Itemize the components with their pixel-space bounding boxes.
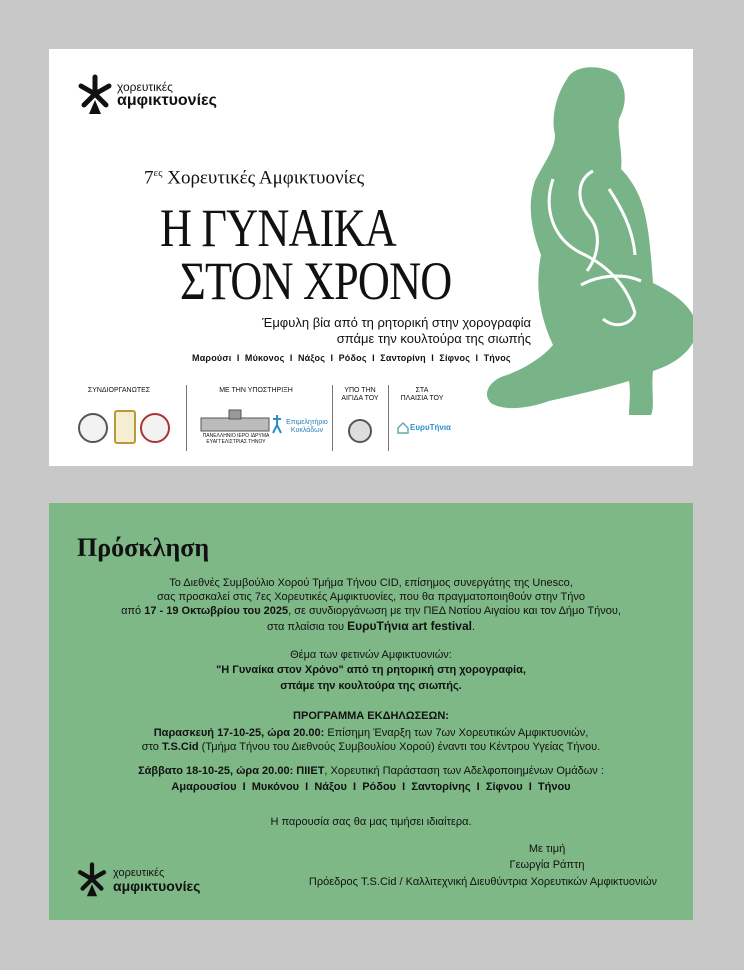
venue-name: T.S.Cid xyxy=(161,741,199,753)
organizer-seal-3 xyxy=(140,413,170,443)
friday-line-2-post: (Τμήμα Τήνου του Διεθνούς Συμβουλίου Χορού) έναντι του Κέντρου Υγείας Τήνου. xyxy=(198,741,601,753)
island-separator: I xyxy=(289,353,293,363)
dance-star-icon xyxy=(75,862,109,898)
edition-line xyxy=(144,167,364,189)
framework-house-icon xyxy=(397,422,409,434)
friday-line-2-pre: στο xyxy=(141,741,162,753)
sponsor-divider xyxy=(332,385,333,451)
theme-intro: Θέμα των φετινών Αμφικτυονιών: xyxy=(290,649,452,661)
island-separator: I xyxy=(475,353,479,363)
friday-line-2 xyxy=(49,741,693,753)
logo-text-line2: αμφικτυονίες xyxy=(113,877,201,894)
signature-name: Γεωργία Ράπτη xyxy=(509,859,585,871)
event-dates: 17 - 19 Οκτωβρίου του 2025 xyxy=(144,605,289,617)
intro-line-2: σας προσκαλεί στις 7ες Χορευτικές Αμφικτυονίες, που θα πραγματοποιηθούν στην Τήνο xyxy=(157,591,585,603)
support-org-2-line1: Επιμελητήριο xyxy=(286,419,328,426)
festival-name: ΕυρυΤήνια art festival xyxy=(347,619,472,633)
support-org-2-line2: Κυκλάδων xyxy=(290,427,324,435)
logo-text-line1: χορευτικές xyxy=(117,80,173,94)
intro-line-4-pre: στα πλαίσια του xyxy=(266,621,348,633)
intro-line-4 xyxy=(49,619,693,633)
program-title: ΠΡΟΓΡΑΜΜΑ ΕΚΔΗΛΩΣΕΩΝ: xyxy=(293,710,449,722)
organizers-label: ΣΥΝΔΙΟΡΓΑΝΩΤΕΣ xyxy=(87,387,151,394)
saturday-line-1 xyxy=(49,765,693,777)
framework-label-line1: ΣΤΑ xyxy=(415,387,429,394)
support-org-1: ΠΑΝΕΛΛΗΝΙΟ ΙΕΡΟ ΙΔΡΥΜΑ ΕΥΑΓΓΕΛΙΣΤΡΙΑΣ ΤΗΝΟΥ xyxy=(202,433,270,445)
logo-text-line2: αμφικτυονίες xyxy=(117,92,217,109)
aegis-label-line1: ΥΠΟ ΤΗΝ xyxy=(344,387,376,394)
island-item: Ρόδος xyxy=(338,353,367,363)
intro-line-3-post: , σε συνδιοργάνωση με την ΠΕΔ Νοτίου Αιγαίου και τον Δήμο Τήνου, xyxy=(288,605,621,617)
logo-text-line1: χορευτικές xyxy=(113,866,165,879)
island-separator: I xyxy=(372,353,375,363)
island-item: Νάξος xyxy=(297,353,326,363)
island-item: Μύκονος xyxy=(244,353,285,363)
saturday-text: , Χορευτική Παράσταση των Αδελφοποιημένων Ομάδων : xyxy=(324,765,604,777)
island-item: Σαντορίνη xyxy=(380,353,426,363)
organizer-seal-2 xyxy=(114,410,136,444)
seated-woman-figure xyxy=(483,59,693,415)
intro-line-3-pre: από xyxy=(121,605,145,617)
poster-logo xyxy=(77,74,217,116)
island-separator: I xyxy=(431,353,434,363)
poster-title-line2: ΣΤΟΝ ΧΡΟΝΟ xyxy=(180,251,452,311)
church-building-icon xyxy=(199,408,271,432)
framework-org: ΕυρυΤήνια xyxy=(410,423,451,432)
edition-text: Χορευτικές Αμφικτυονίες xyxy=(162,167,365,189)
theme-line-1: "Η Γυναίκα στον Χρόνο" από τη ρητορική στη χορογραφία, xyxy=(216,664,526,676)
sponsor-divider xyxy=(186,385,187,451)
presence-note: Η παρουσία σας θα μας τιμήσει ιδιαίτερα. xyxy=(270,816,472,828)
support-org-2 xyxy=(277,419,337,435)
friday-line-1 xyxy=(49,727,693,739)
islands-list xyxy=(192,353,511,363)
dance-star-icon xyxy=(77,74,113,116)
poster-subtitle-line1: Έμφυλη βία από τη ρητορική στην χορογραφία xyxy=(262,315,531,330)
invitation-card xyxy=(49,503,693,920)
framework-label xyxy=(390,387,454,403)
island-separator: I xyxy=(330,353,334,363)
framework-label-line2: ΠΛΑΙΣΙΑ ΤΟΥ xyxy=(400,395,444,403)
support-label: ΜΕ ΤΗΝ ΥΠΟΣΤΗΡΙΞΗ xyxy=(219,387,293,394)
island-item: Μαρούσι xyxy=(192,353,232,363)
invitation-title: Πρόσκληση xyxy=(77,533,210,562)
organizer-seal-1 xyxy=(78,413,108,443)
friday-text: Επίσημη Έναρξη των 7ων Χορευτικών Αμφικτυονιών, xyxy=(324,727,589,739)
edition-suffix: ες xyxy=(153,167,163,179)
theme-line-2: σπάμε την κουλτούρα της σιωπής. xyxy=(280,680,462,692)
aegis-label xyxy=(334,387,386,403)
invitation-logo xyxy=(75,862,200,898)
signature-regards: Με τιμή xyxy=(528,843,566,855)
saturday-date: Σάββατο 18-10-25, ώρα 20.00: ΠΙΙΕΤ xyxy=(138,765,325,777)
saturday-places: Αμαρουσίου I Μυκόνου I Νάξου I Ρόδου I Σαντορίνης I Σίφνου I Τήνου xyxy=(171,781,571,793)
sponsor-divider xyxy=(388,385,389,451)
friday-date: Παρασκευή 17-10-25, ώρα 20.00: xyxy=(153,727,325,739)
intro-line-1: Το Διεθνές Συμβούλιο Χορού Τμήμα Τήνου CID, επίσημος συνεργάτης της Unesco, xyxy=(169,577,573,589)
signature-title: Πρόεδρος T.S.Cid / Καλλιτεχνική Διευθύντρια Χορευτικών Αμφικτυονιών xyxy=(308,876,658,888)
edition-number: 7 xyxy=(144,167,154,189)
aegis-seal xyxy=(348,419,372,443)
intro-line-4-post: . xyxy=(471,621,476,633)
poster-subtitle-line2: σπάμε την κουλτούρα της σιωπής xyxy=(336,331,531,346)
intro-line-3 xyxy=(49,605,693,617)
poster-title-line1: Η ΓΥΝΑΙΚΑ xyxy=(160,198,396,258)
island-item: Σίφνος xyxy=(439,353,471,363)
poster-card xyxy=(49,49,693,466)
island-separator: I xyxy=(236,353,240,363)
island-item: Τήνος xyxy=(483,353,511,363)
aegis-label-line2: ΑΙΓΙΔΑ ΤΟΥ xyxy=(341,395,379,403)
